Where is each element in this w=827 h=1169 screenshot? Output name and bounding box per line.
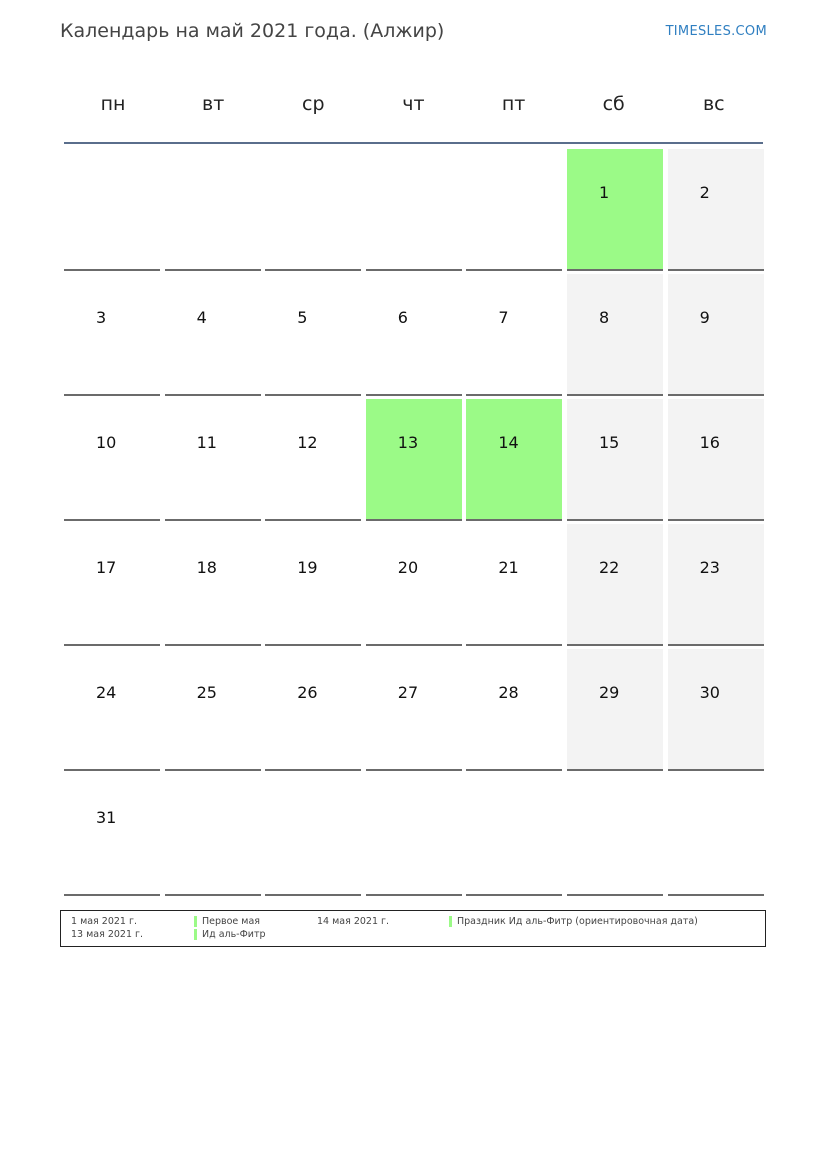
day-number: 12 [297, 433, 318, 452]
day-cell [366, 524, 462, 646]
empty-day-cell [265, 149, 361, 271]
weekday-wed: ср [302, 93, 325, 115]
day-cell [366, 649, 462, 771]
day-cell [165, 274, 261, 396]
day-cell [64, 399, 160, 521]
day-cell [466, 274, 562, 396]
calendar-week-row [64, 274, 764, 399]
calendar-week-row [64, 399, 764, 524]
site-link[interactable]: TIMESLES.COM [665, 24, 767, 39]
legend-name-1: Первое мая [202, 916, 260, 927]
day-cell [668, 149, 764, 271]
day-number: 31 [96, 808, 117, 827]
day-number: 23 [699, 558, 720, 577]
day-number: 29 [598, 683, 620, 702]
day-number: 22 [598, 558, 620, 577]
day-cell [265, 524, 361, 646]
weekday-mon: пн [100, 93, 126, 115]
empty-day-cell [466, 774, 562, 896]
legend-date-2: 13 мая 2021 г. [71, 929, 144, 940]
calendar-grid [64, 149, 764, 899]
day-cell [567, 399, 663, 521]
empty-day-cell [366, 774, 462, 896]
weekday-header [63, 80, 764, 130]
day-number: 9 [699, 308, 710, 327]
day-number: 25 [196, 683, 217, 702]
day-cell [64, 649, 160, 771]
empty-day-cell [466, 149, 562, 271]
day-number: 28 [498, 683, 519, 702]
day-number: 13 [397, 433, 419, 452]
day-cell [165, 524, 261, 646]
day-cell [668, 399, 764, 521]
empty-day-cell [567, 774, 663, 896]
day-number: 20 [397, 558, 419, 577]
legend-color-marker [449, 916, 452, 927]
day-number: 16 [699, 433, 720, 452]
legend-color-marker [194, 929, 197, 940]
holiday-legend [60, 910, 766, 947]
day-number: 5 [297, 308, 308, 327]
day-number: 8 [598, 308, 610, 327]
day-number: 11 [196, 433, 217, 452]
weekday-tue: вт [202, 93, 225, 115]
legend-name-2: Ид аль-Фитр [202, 929, 266, 940]
day-number: 24 [96, 683, 117, 702]
empty-day-cell [165, 774, 261, 896]
day-number: 1 [598, 183, 610, 202]
legend-date-3: 14 мая 2021 г. [317, 916, 390, 927]
day-cell [567, 524, 663, 646]
weekday-fri: пт [501, 93, 526, 115]
calendar-week-row [64, 774, 764, 899]
day-cell [165, 399, 261, 521]
legend-date-1: 1 мая 2021 г. [71, 916, 137, 927]
day-number: 10 [96, 433, 117, 452]
calendar-week-row [64, 149, 764, 274]
calendar-week-row [64, 649, 764, 774]
day-number: 3 [96, 308, 107, 327]
day-number: 18 [196, 558, 217, 577]
weekday-sat: сб [602, 93, 625, 115]
weekday-thu: чт [402, 93, 425, 115]
legend-name-3: Праздник Ид аль-Фитр (ориентировочная дата) [457, 916, 698, 927]
day-cell [466, 649, 562, 771]
day-number: 27 [397, 683, 419, 702]
empty-day-cell [265, 774, 361, 896]
day-cell [567, 649, 663, 771]
day-cell [64, 774, 160, 896]
header-divider [64, 142, 763, 144]
weekday-sun: вс [702, 93, 725, 115]
day-cell [265, 399, 361, 521]
day-cell [64, 524, 160, 646]
day-number: 6 [397, 308, 408, 327]
page-title: Календарь на май 2021 года. (Алжир) [60, 20, 445, 42]
empty-day-cell [165, 149, 261, 271]
day-number: 2 [699, 183, 710, 202]
day-cell [668, 274, 764, 396]
legend-color-marker [194, 916, 197, 927]
empty-day-cell [64, 149, 160, 271]
day-number: 7 [498, 308, 509, 327]
day-cell [567, 149, 663, 271]
day-cell [64, 274, 160, 396]
day-number: 4 [196, 308, 207, 327]
day-cell [668, 524, 764, 646]
empty-day-cell [668, 774, 764, 896]
day-cell [366, 274, 462, 396]
day-cell [466, 524, 562, 646]
day-cell [366, 399, 462, 521]
day-cell [265, 649, 361, 771]
day-number: 21 [498, 558, 519, 577]
day-cell [668, 649, 764, 771]
calendar-week-row [64, 524, 764, 649]
day-cell [466, 399, 562, 521]
day-number: 14 [498, 433, 519, 452]
day-cell [265, 274, 361, 396]
day-number: 30 [699, 683, 720, 702]
empty-day-cell [366, 149, 462, 271]
day-number: 15 [598, 433, 620, 452]
day-cell [165, 649, 261, 771]
day-cell [567, 274, 663, 396]
day-number: 17 [96, 558, 117, 577]
day-number: 26 [297, 683, 318, 702]
day-number: 19 [297, 558, 318, 577]
